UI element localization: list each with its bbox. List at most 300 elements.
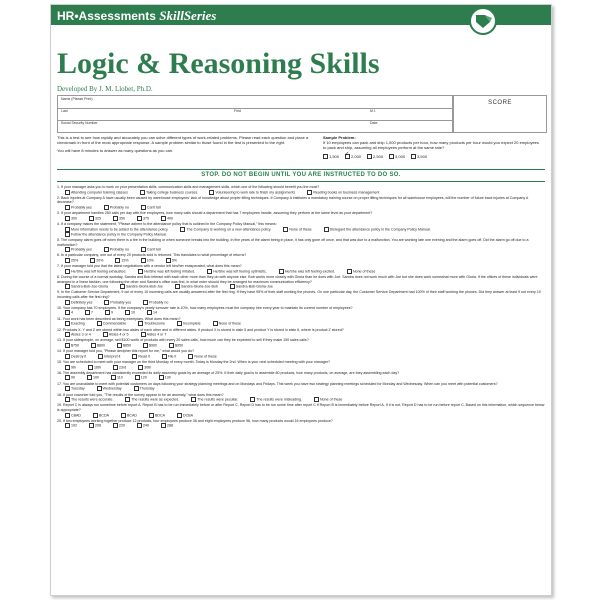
answer-option-label: CBAD <box>71 412 81 417</box>
checkbox-icon[interactable] <box>65 269 70 274</box>
answer-options <box>57 397 545 402</box>
answer-options <box>57 300 545 305</box>
answer-option[interactable] <box>175 284 218 289</box>
answer-option[interactable] <box>65 216 77 221</box>
answer-option[interactable] <box>134 386 155 391</box>
checkbox-icon[interactable] <box>141 258 146 263</box>
answer-options <box>57 386 545 391</box>
answer-option-label: BCAD <box>127 412 137 417</box>
checkbox-icon[interactable] <box>65 332 70 337</box>
mi-label: M.I. <box>370 109 376 113</box>
answer-option[interactable] <box>65 413 81 418</box>
answer-option[interactable] <box>104 205 129 210</box>
answer-option[interactable] <box>138 269 195 274</box>
answer-option[interactable] <box>85 310 93 315</box>
checkbox-icon[interactable] <box>137 216 142 221</box>
sample-option[interactable] <box>389 154 405 159</box>
answer-option[interactable] <box>141 332 167 337</box>
answer-option[interactable] <box>90 258 103 263</box>
checkbox-icon[interactable] <box>134 386 139 391</box>
answer-options <box>57 216 545 221</box>
checkbox-icon[interactable] <box>89 423 94 428</box>
checkbox-icon[interactable] <box>65 258 70 263</box>
checkbox-icon[interactable] <box>111 375 116 380</box>
checkbox-icon[interactable] <box>65 423 70 428</box>
answer-option-label: $800 <box>97 343 105 348</box>
checkbox-icon[interactable] <box>65 216 70 221</box>
answer-option-label: Reading books on business management <box>313 190 380 195</box>
question-text: 17. You are unavailable to meet with potential customers on days following your strategy planning meetings and on Mondays and Fridays. This week you have two strategy planning meetings scheduled for Monday and Wednesday. When can you meet with potential customers? <box>57 381 498 386</box>
answer-option[interactable] <box>88 365 101 370</box>
answer-option-label: 7 <box>91 310 93 315</box>
answer-option-label: None of these <box>218 321 241 326</box>
answer-option[interactable] <box>135 375 147 380</box>
checkbox-icon[interactable] <box>120 284 125 289</box>
checkbox-icon[interactable] <box>104 300 109 305</box>
checkbox-icon[interactable] <box>138 321 143 326</box>
answer-option[interactable] <box>161 423 173 428</box>
answer-options <box>57 375 545 380</box>
checkbox-icon[interactable] <box>411 154 416 159</box>
checkbox-icon[interactable] <box>104 205 109 210</box>
checkbox-icon[interactable] <box>213 321 218 326</box>
checkbox-icon[interactable] <box>143 300 148 305</box>
answer-option-label: 10% <box>146 258 154 263</box>
answer-option-label: 23rd <box>119 365 127 370</box>
answer-option-label: 400 <box>167 216 173 221</box>
assessment-page <box>50 4 552 596</box>
answer-option-label: Probably no <box>109 205 129 210</box>
checkbox-icon[interactable] <box>345 154 350 159</box>
checkbox-icon[interactable] <box>103 332 108 337</box>
answer-option-label: Aisles 3 or 4 <box>71 332 91 337</box>
sample-option-label: 2,500 <box>373 153 384 159</box>
question-item <box>57 419 545 429</box>
answer-option[interactable] <box>89 423 101 428</box>
checkbox-icon[interactable] <box>115 258 120 263</box>
question-item <box>57 253 545 263</box>
answer-option[interactable] <box>161 216 173 221</box>
checkbox-icon[interactable] <box>138 365 143 370</box>
checkbox-icon[interactable] <box>161 423 166 428</box>
sample-option-label: 1,500 <box>329 153 340 159</box>
answer-option-label: Probably no <box>149 300 169 305</box>
answer-option[interactable] <box>149 413 165 418</box>
answer-option[interactable] <box>283 227 311 232</box>
checkbox-icon[interactable] <box>125 310 130 315</box>
answer-option[interactable] <box>209 190 295 195</box>
checkbox-icon[interactable] <box>143 343 148 348</box>
checkbox-icon[interactable] <box>65 232 70 237</box>
checkbox-icon[interactable] <box>250 397 255 402</box>
answer-option[interactable] <box>125 310 135 315</box>
answer-option[interactable] <box>105 310 113 315</box>
checkbox-icon[interactable] <box>65 413 70 418</box>
answer-option[interactable] <box>65 269 126 274</box>
answer-option-label: Probably no <box>109 247 129 252</box>
answer-option-label: He/She was left feeling irritated. <box>144 269 196 274</box>
question-text: 13. If your salespeople, on average, sell $100 worth of products with every 20 sales calls, how much can they be expected to sell if they make 150 sales calls? <box>57 338 309 343</box>
answer-option-label: Can't tell <box>146 247 161 252</box>
question-item <box>57 275 545 289</box>
checkbox-icon[interactable] <box>347 269 352 274</box>
sample-option[interactable] <box>367 154 383 159</box>
checkbox-icon[interactable] <box>175 284 180 289</box>
checkbox-icon[interactable] <box>307 190 312 195</box>
instructions-text: This is a test to see how rapidly and accurately you can solve different types of work-related problems. Please read each question and place a checkmark in front of the most appropriate response. A sample problem similar to those found in the test is presented to the right. <box>57 135 309 146</box>
answer-option-label: Destroy it <box>71 354 87 359</box>
checkbox-icon[interactable] <box>113 365 118 370</box>
answer-option-label: $900 <box>149 343 157 348</box>
answer-option-label: BDCA <box>155 412 165 417</box>
answer-option[interactable] <box>65 310 73 315</box>
answer-option[interactable] <box>137 216 149 221</box>
checkbox-icon[interactable] <box>65 300 70 305</box>
answer-option-label: More information needs to be added to the attendance policy. <box>71 227 169 232</box>
sample-option[interactable] <box>323 154 339 159</box>
checkbox-icon[interactable] <box>117 343 122 348</box>
answer-option-label: Troublesome <box>144 321 166 326</box>
question-item <box>57 393 545 403</box>
checkbox-icon[interactable] <box>162 354 167 359</box>
answer-option[interactable] <box>166 258 177 263</box>
checkbox-icon[interactable] <box>135 375 140 380</box>
answer-option[interactable] <box>120 284 163 289</box>
checkbox-icon[interactable] <box>140 190 145 195</box>
answer-option[interactable] <box>279 269 335 274</box>
checkbox-icon[interactable] <box>87 375 92 380</box>
answer-option[interactable] <box>162 354 177 359</box>
answer-option-label: The results were misleading. <box>256 397 303 402</box>
answer-options <box>57 332 545 337</box>
answer-option-label: Read it <box>138 354 150 359</box>
answer-option[interactable] <box>141 247 161 252</box>
checkbox-icon[interactable] <box>279 269 284 274</box>
answer-option[interactable] <box>213 321 241 326</box>
answer-option[interactable] <box>117 343 131 348</box>
answer-option-label: He/She was left feeling exhausted. <box>71 269 127 274</box>
answer-option[interactable] <box>147 310 157 315</box>
checkbox-icon[interactable] <box>65 284 70 289</box>
question-item <box>57 211 545 221</box>
answer-option[interactable] <box>111 375 123 380</box>
checkbox-icon[interactable] <box>230 284 235 289</box>
checkbox-icon[interactable] <box>65 247 70 252</box>
checkbox-icon[interactable] <box>65 190 70 195</box>
answer-option[interactable] <box>98 354 120 359</box>
checkbox-icon[interactable] <box>138 269 143 274</box>
checkbox-icon[interactable] <box>161 216 166 221</box>
checkbox-icon[interactable] <box>85 310 90 315</box>
checkbox-icon[interactable] <box>65 310 70 315</box>
answer-options <box>57 321 545 326</box>
answer-option[interactable] <box>113 216 125 221</box>
checkbox-icon[interactable] <box>90 258 95 263</box>
answer-option-label: $850 <box>123 343 131 348</box>
answer-option[interactable] <box>65 375 75 380</box>
checkbox-icon[interactable] <box>104 247 109 252</box>
answer-option[interactable] <box>65 386 85 391</box>
checkbox-icon[interactable] <box>88 365 93 370</box>
checkbox-icon[interactable] <box>65 343 70 348</box>
checkbox-icon[interactable] <box>105 310 110 315</box>
answer-option[interactable] <box>104 300 131 305</box>
checkbox-icon[interactable] <box>65 397 70 402</box>
answer-option-label: 20% <box>96 258 104 263</box>
answer-option[interactable] <box>138 365 151 370</box>
question-text: 4. If a company makes the statement, "Please adhere to the attendance policy that is outlined in the Company Policy Manual," this means: <box>57 222 277 227</box>
answer-option-label: Aisles 4 or 7 <box>146 332 167 337</box>
answer-option-label: Taking college business courses <box>145 190 198 195</box>
answer-option[interactable] <box>140 190 198 195</box>
answer-option-label: Probably yes <box>71 247 92 252</box>
answer-option[interactable] <box>314 397 342 402</box>
question-item <box>57 349 545 359</box>
answer-option[interactable] <box>132 354 149 359</box>
answer-option[interactable] <box>307 190 379 195</box>
checkbox-icon[interactable] <box>98 354 103 359</box>
sample-option[interactable] <box>345 154 361 159</box>
answer-options <box>57 284 545 289</box>
answer-option[interactable] <box>65 343 79 348</box>
question-item <box>57 222 545 237</box>
question-text: 18. If your coworker told you, "The results of the survey appear to be an anomaly," what does this mean? <box>57 392 224 397</box>
answer-option[interactable] <box>65 397 113 402</box>
answer-option-label: 10 <box>131 310 135 315</box>
checkbox-icon[interactable] <box>314 397 319 402</box>
answer-option[interactable] <box>65 365 76 370</box>
answer-option[interactable] <box>143 300 168 305</box>
answer-option-label: Can't tell <box>146 205 161 210</box>
answer-option-label: Exacting <box>71 321 85 326</box>
answer-option-label: 9th <box>71 365 76 370</box>
answer-option[interactable] <box>97 386 122 391</box>
checkbox-icon[interactable] <box>65 386 70 391</box>
answer-option-label: Wednesday <box>102 386 122 391</box>
answer-option-label: 192 <box>71 423 77 428</box>
answer-option[interactable] <box>250 397 302 402</box>
question-text: 19. Report C is always run sometime before report A. Report B has to be run immediately before or after Report C. Report D has to be run some time after report C if Report B is immediately before Report A. If it is not, Report D has to be run before report C. Based on this information, which sequence below is appropriate? <box>57 403 545 412</box>
checkbox-icon[interactable] <box>323 154 328 159</box>
answer-option[interactable] <box>141 258 154 263</box>
answer-option[interactable] <box>103 332 129 337</box>
ssn-line[interactable] <box>58 120 452 121</box>
checkbox-icon[interactable] <box>177 321 182 326</box>
answer-option-label: Definitely yes <box>71 300 93 305</box>
answer-option[interactable] <box>65 332 91 337</box>
question-text: 3. If your department handles 250 calls per day with five employees, how many calls should a department that has 7 employees handle, assuming they perform at the same level as your department? <box>57 211 373 216</box>
checkbox-icon[interactable] <box>65 205 70 210</box>
checkbox-icon[interactable] <box>97 321 102 326</box>
answer-option[interactable] <box>93 413 109 418</box>
answer-option[interactable] <box>188 354 216 359</box>
answer-option[interactable] <box>104 247 129 252</box>
answer-option[interactable] <box>91 343 105 348</box>
question-item <box>57 328 545 338</box>
answer-option-label: Thursday <box>139 386 155 391</box>
answer-option-label: File it <box>167 354 177 359</box>
answer-option-label: The results were peculiar. <box>197 397 239 402</box>
answer-option[interactable] <box>65 205 92 210</box>
score-box[interactable] <box>453 95 547 133</box>
checkbox-icon[interactable] <box>191 397 196 402</box>
answer-option[interactable] <box>159 375 171 380</box>
checkbox-icon[interactable] <box>65 354 70 359</box>
answer-option-label: 90 <box>71 375 75 380</box>
answer-options <box>57 190 545 195</box>
checkbox-icon[interactable] <box>389 154 394 159</box>
answer-option-label: 100 <box>93 375 99 380</box>
checkbox-icon[interactable] <box>166 258 171 263</box>
answer-option[interactable] <box>143 343 157 348</box>
answer-option-label: 4 <box>71 310 73 315</box>
checkbox-icon[interactable] <box>149 413 154 418</box>
name-label: Name (Please Print) <box>61 97 93 101</box>
question-item <box>57 403 545 417</box>
question-item <box>57 306 545 316</box>
answer-option-label: Sandra-Gloria-Bob-Joe <box>125 284 163 289</box>
answer-option[interactable] <box>65 258 78 263</box>
answer-options <box>57 354 545 359</box>
answer-option[interactable] <box>65 284 108 289</box>
answer-option[interactable] <box>65 190 128 195</box>
checkbox-icon[interactable] <box>121 413 126 418</box>
answer-option[interactable] <box>180 227 271 232</box>
answer-option[interactable] <box>65 354 86 359</box>
name-line[interactable] <box>58 108 452 109</box>
checkbox-icon[interactable] <box>180 227 185 232</box>
question-text: 9. In the Customer Service Department, 9 out of every 10 incoming calls are usually answered after the first ring. If they have 95% of their staff working the phones, On one particular day, the Customer Service Department had 100% of their staff working the phones. Did they answer at least 9 out every 10 incoming calls after the first ring? <box>57 290 541 300</box>
checkbox-icon[interactable] <box>141 332 146 337</box>
time-limit-text: You will have 8 minutes to answer as many questions as you can. <box>57 148 174 154</box>
checkbox-icon[interactable] <box>141 205 146 210</box>
answer-option[interactable] <box>115 258 128 263</box>
answer-option-label: 325 <box>95 216 101 221</box>
checkbox-icon[interactable] <box>137 423 142 428</box>
checkbox-icon[interactable] <box>324 227 329 232</box>
brand-name <box>57 8 216 24</box>
answer-option[interactable] <box>89 216 101 221</box>
question-text: 2. Back injuries at Company A have usually been caused by warehouse employees' lack of knowledge about proper lifting techniques. If Company A institutes a mandatory training course on proper lifting techniques for all warehouse employees, will the number of future back injuries at Company A decrease? <box>57 195 529 205</box>
question-item <box>57 382 545 392</box>
answer-option[interactable] <box>141 205 161 210</box>
answer-option-label: The results were as expected. <box>131 397 180 402</box>
checkbox-icon[interactable] <box>147 310 152 315</box>
answer-option[interactable] <box>113 423 125 428</box>
answer-option-label: 16th <box>94 365 101 370</box>
checkbox-icon[interactable] <box>125 397 130 402</box>
checkbox-icon[interactable] <box>65 321 70 326</box>
answer-option-label: DCBA <box>183 412 193 417</box>
answer-option-label: 288 <box>167 423 173 428</box>
answer-option-label: Attending computer training classes <box>71 190 128 195</box>
answer-option[interactable] <box>65 300 92 305</box>
checkbox-icon[interactable] <box>188 354 193 359</box>
answer-option[interactable] <box>65 232 167 237</box>
instructions <box>57 135 317 154</box>
answer-option[interactable] <box>97 321 126 326</box>
score-label: SCORE <box>488 100 512 106</box>
brand-logo-icon <box>463 5 503 39</box>
answer-options <box>57 205 545 210</box>
ssn-label: Social Security Number <box>61 121 98 125</box>
answer-option[interactable] <box>137 423 149 428</box>
answer-option-label: 208 <box>95 423 101 428</box>
answer-option[interactable] <box>177 321 201 326</box>
answer-option-label: He/She was left feeling excited. <box>284 269 335 274</box>
checkbox-icon[interactable] <box>177 413 182 418</box>
question-text: 14. If your manager told you, "Please decipher this report for me," what would you do? <box>57 349 194 354</box>
checkbox-icon[interactable] <box>159 375 164 380</box>
checkbox-icon[interactable] <box>141 247 146 252</box>
question-text: 11. Your work has been described as being exemplary. What does this mean? <box>57 316 181 321</box>
answer-options <box>57 227 545 237</box>
sample-option-label: 3,500 <box>417 153 428 159</box>
answer-option[interactable] <box>138 321 165 326</box>
answer-option[interactable] <box>113 365 126 370</box>
answer-option-label: 110 <box>117 375 123 380</box>
answer-option-label: Interpret it <box>104 354 121 359</box>
checkbox-icon[interactable] <box>65 365 70 370</box>
checkbox-icon[interactable] <box>367 154 372 159</box>
sample-options <box>323 154 543 159</box>
sample-option[interactable] <box>411 154 427 159</box>
checkbox-icon[interactable] <box>91 343 96 348</box>
checkbox-icon[interactable] <box>93 413 98 418</box>
answer-options <box>57 247 545 252</box>
answer-option-label: 240 <box>143 423 149 428</box>
answer-option[interactable] <box>65 423 77 428</box>
answer-option[interactable] <box>125 397 179 402</box>
divider-top <box>57 169 545 170</box>
answer-option-label: None of these <box>320 397 343 402</box>
answer-option[interactable] <box>65 321 85 326</box>
checkbox-icon[interactable] <box>283 227 288 232</box>
answer-option[interactable] <box>230 284 273 289</box>
checkbox-icon[interactable] <box>209 190 214 195</box>
answer-option[interactable] <box>121 413 137 418</box>
answer-option[interactable] <box>191 397 238 402</box>
checkbox-icon[interactable] <box>97 386 102 391</box>
stop-instruction: STOP. DO NOT BEGIN UNTIL YOU ARE INSTRUCTED TO DO SO. <box>201 172 401 178</box>
checkbox-icon[interactable] <box>207 269 212 274</box>
checkbox-icon[interactable] <box>169 343 174 348</box>
answer-option[interactable] <box>87 375 99 380</box>
checkbox-icon[interactable] <box>65 375 70 380</box>
answer-option-label: 25% <box>71 258 79 263</box>
checkbox-icon[interactable] <box>132 354 137 359</box>
question-item <box>57 371 545 381</box>
checkbox-icon[interactable] <box>113 216 118 221</box>
answer-option-label: 375 <box>143 216 149 221</box>
answer-option[interactable] <box>177 413 193 418</box>
answer-option-label: None of these <box>352 269 376 274</box>
question-list <box>57 185 545 430</box>
question-item <box>57 360 545 370</box>
checkbox-icon[interactable] <box>89 216 94 221</box>
answer-option-label: 15% <box>121 258 129 263</box>
answer-option-label: 120 <box>140 375 147 380</box>
answer-option[interactable] <box>347 269 375 274</box>
question-item <box>57 238 545 252</box>
answer-option[interactable] <box>65 247 92 252</box>
sample-text: If 10 employees can pack and ship 1,000 products per hour, how many products per hour would you expect 20 employees to pack and ship, assuming all employees perform at the same rate? <box>323 140 539 151</box>
answer-option[interactable] <box>324 227 431 232</box>
answer-option[interactable] <box>207 269 267 274</box>
answer-option-label: Disregard the attendance policy in the Company Policy Manual. <box>329 227 431 232</box>
answer-option[interactable] <box>169 343 183 348</box>
checkbox-icon[interactable] <box>113 423 118 428</box>
